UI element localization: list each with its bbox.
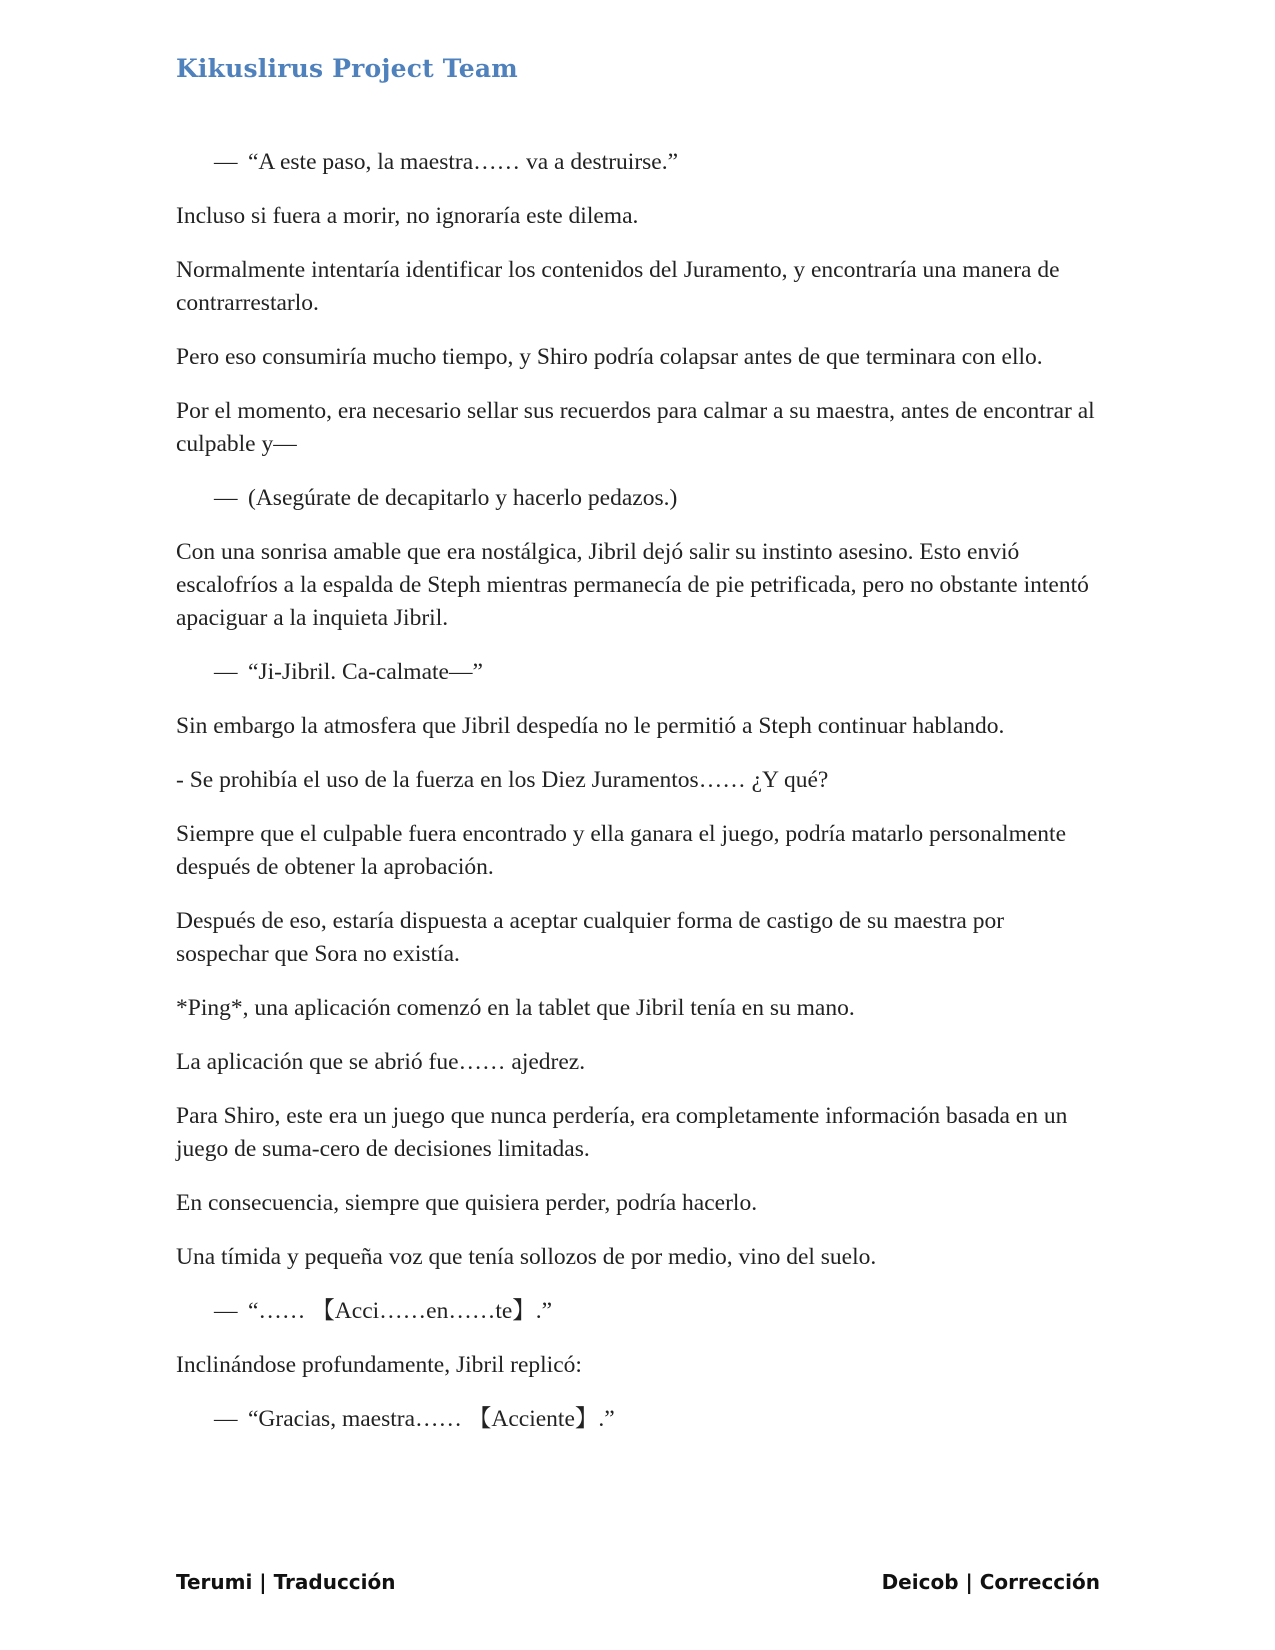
dialogue-dash: — (214, 485, 238, 511)
dialogue-text: “…… 【Acci……en……te】.” (248, 1298, 553, 1324)
dialogue-text: (Asegúrate de decapitarlo y hacerlo pedazos.) (248, 485, 678, 511)
body-paragraph: Incluso si fuera a morir, no ignoraría este dilema. (176, 203, 639, 229)
dialogue-text: “Gracias, maestra…… 【Acciente】.” (248, 1406, 615, 1432)
dialogue-dash: — (214, 1406, 238, 1432)
dialogue-line (214, 146, 1096, 179)
dialogue-line (214, 1295, 1096, 1328)
body-paragraph: Inclinándose profundamente, Jibril replicó: (176, 1352, 582, 1378)
dialogue-line (214, 1403, 1096, 1436)
dialogue-text: “Ji-Jibril. Ca-calmate—” (248, 659, 483, 685)
dialogue-text: “A este paso, la maestra…… va a destruirse.” (248, 149, 679, 175)
body-paragraph: *Ping*, una aplicación comenzó en la tablet que Jibril tenía en su mano. (176, 995, 855, 1021)
body-paragraph: La aplicación que se abrió fue…… ajedrez. (176, 1049, 586, 1075)
dialogue-dash: — (214, 1298, 238, 1324)
dialogue-dash: — (214, 659, 238, 685)
body-paragraph: Con una sonrisa amable que era nostálgica, Jibril dejó salir su instinto asesino. Esto envió escalofríos a la espalda de Steph mientras permanecía de pie petrificada, pero no obstante intentó apaciguar a la inquieta Jibril. (176, 539, 1089, 631)
body-paragraph: - Se prohibía el uso de la fuerza en los Diez Juramentos…… ¿Y qué? (176, 767, 829, 793)
body-paragraph: Sin embargo la atmosfera que Jibril despedía no le permitió a Steph continuar hablando. (176, 713, 1005, 739)
body-paragraph: Una tímida y pequeña voz que tenía sollozos de por medio, vino del suelo. (176, 1244, 877, 1270)
header-title: Kikuslirus Project Team (176, 54, 518, 83)
body-paragraph: Normalmente intentaría identificar los contenidos del Juramento, y encontraría una manera de contrarrestarlo. (176, 257, 1060, 316)
dialogue-line (214, 656, 1096, 689)
body-paragraph: Después de eso, estaría dispuesta a aceptar cualquier forma de castigo de su maestra por sospechar que Sora no existía. (176, 908, 1005, 967)
body-paragraph: Por el momento, era necesario sellar sus recuerdos para calmar a su maestra, antes de encontrar al culpable y— (176, 398, 1095, 457)
footer-proofreader-credit: Deicob | Corrección (881, 1570, 1100, 1594)
body-paragraph: Pero eso consumiría mucho tiempo, y Shiro podría colapsar antes de que terminara con ello. (176, 344, 1043, 370)
footer-translator-credit: Terumi | Traducción (176, 1570, 396, 1594)
body-paragraph: Siempre que el culpable fuera encontrado y ella ganara el juego, podría matarlo personalmente después de obtener la aprobación. (176, 821, 1067, 880)
body-paragraph: En consecuencia, siempre que quisiera perder, podría hacerlo. (176, 1190, 758, 1216)
body-paragraph: Para Shiro, este era un juego que nunca perdería, era completamente información basada en un juego de suma-cero de decisiones limitadas. (176, 1103, 1068, 1162)
document-body (176, 146, 1096, 1457)
dialogue-dash: — (214, 149, 238, 175)
dialogue-line (214, 482, 1096, 515)
